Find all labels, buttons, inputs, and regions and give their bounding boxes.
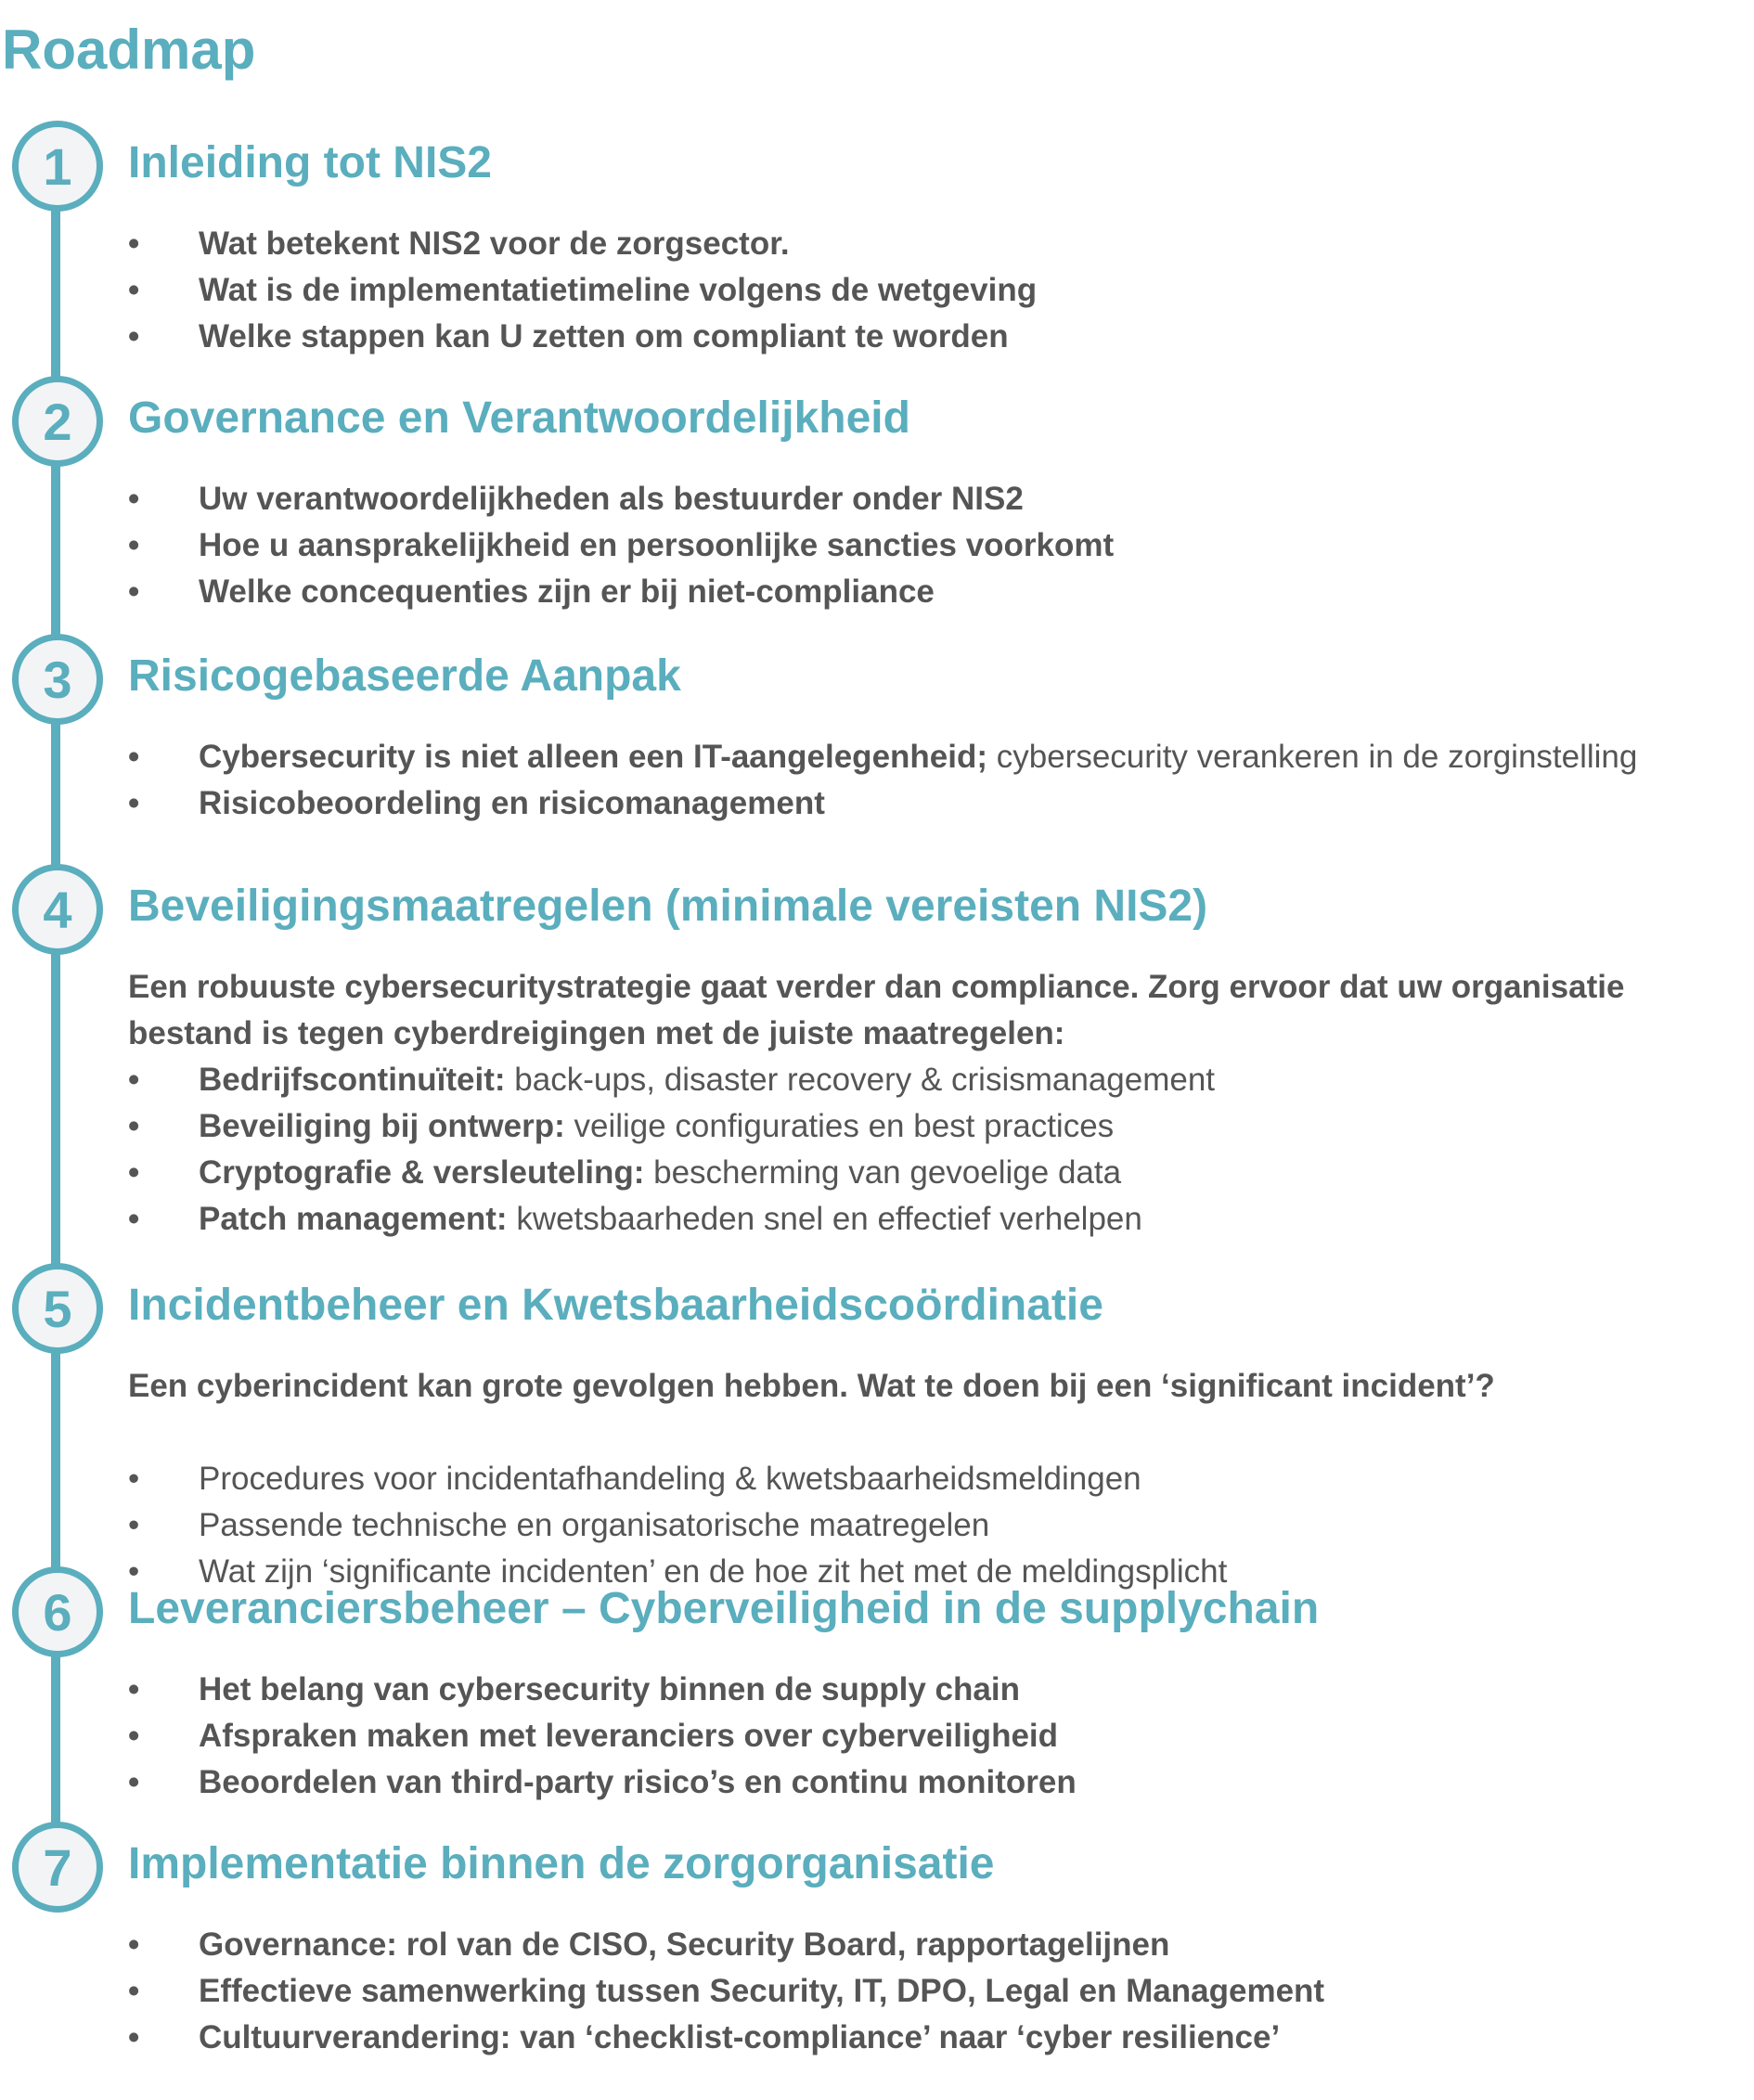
list-item	[128, 1968, 1752, 2015]
item-text: kwetsbaarheden snel en effectief verhelpen	[507, 1201, 1142, 1237]
item-bold-text: Governance: rol van de CISO, Security Board, rapportagelijnen	[199, 1926, 1170, 1963]
section-intro: Een robuuste cybersecuritystrategie gaat verder dan compliance. Zorg ervoor dat uw organisatie bestand is tegen cyberdreigingen met de juiste maatregelen:	[128, 969, 1625, 1051]
bullet-list	[128, 1922, 1752, 2061]
page-title: Roadmap	[2, 19, 256, 81]
bullet-list	[128, 221, 1752, 360]
list-item	[128, 1502, 1752, 1549]
item-text: bescherming van gevoelige data	[644, 1154, 1122, 1191]
item-text: Wat zijn ‘significante incidenten’ en de hoe zit het met de meldingsplicht	[199, 1553, 1228, 1590]
bullet-icon: •	[128, 1973, 140, 2009]
list-item	[128, 1713, 1752, 1759]
bullet-icon: •	[128, 1671, 140, 1707]
bullet-icon: •	[128, 1461, 140, 1497]
bullet-icon: •	[128, 1926, 140, 1963]
item-bold-text: Effectieve samenwerking tussen Security, IT, DPO, Legal en Management	[199, 1973, 1325, 2009]
section-heading: Implementatie binnen de zorgorganisatie	[128, 1839, 995, 1888]
list-item	[128, 2015, 1752, 2061]
list-item	[128, 1922, 1752, 1968]
list-item	[128, 1150, 1752, 1196]
list-item	[128, 1196, 1752, 1243]
list-item	[128, 569, 1752, 615]
item-text: cybersecurity verankeren in de zorginstelling	[987, 739, 1638, 775]
list-item	[128, 476, 1752, 522]
list-item	[128, 1103, 1752, 1150]
item-bold-text: Risicobeoordeling en risicomanagement	[199, 785, 825, 821]
bullet-icon: •	[128, 481, 140, 517]
bullet-list	[128, 1057, 1752, 1243]
list-item	[128, 1456, 1752, 1502]
bullet-icon: •	[128, 1764, 140, 1800]
item-text: veilige configuraties en best practices	[564, 1108, 1115, 1144]
bullet-icon: •	[128, 1507, 140, 1543]
bullet-icon: •	[128, 1154, 140, 1191]
item-bold-text: Wat is de implementatietimeline volgens de wetgeving	[199, 272, 1038, 308]
item-bold-text: Beveiliging bij ontwerp:	[199, 1108, 565, 1144]
bullet-list	[128, 1667, 1752, 1806]
item-bold-text: Het belang van cybersecurity binnen de supply chain	[199, 1671, 1020, 1707]
item-bold-text: Welke stappen kan U zetten om compliant te worden	[199, 318, 1009, 354]
step-number-badge: 6	[12, 1566, 103, 1657]
item-text: Procedures voor incidentafhandeling & kwetsbaarheidsmeldingen	[199, 1461, 1141, 1497]
section-intro: Een cyberincident kan grote gevolgen hebben. Wat te doen bij een ‘significant incident’?	[128, 1368, 1495, 1404]
bullet-icon: •	[128, 573, 140, 610]
step-number-badge: 1	[12, 121, 103, 212]
section-heading: Risicogebaseerde Aanpak	[128, 651, 681, 701]
bullet-icon: •	[128, 2019, 140, 2055]
item-bold-text: Cultuurverandering: van ‘checklist-compliance’ naar ‘cyber resilience’	[199, 2019, 1281, 2055]
item-bold-text: Hoe u aansprakelijkheid en persoonlijke sancties voorkomt	[199, 527, 1115, 563]
bullet-icon: •	[128, 1718, 140, 1754]
item-bold-text: Wat betekent NIS2 voor de zorgsector.	[199, 225, 790, 262]
step-number-badge: 2	[12, 376, 103, 467]
item-bold-text: Beoordelen van third-party risico’s en continu monitoren	[199, 1764, 1077, 1800]
section-heading: Inleiding tot NIS2	[128, 138, 492, 187]
list-item	[128, 1759, 1752, 1806]
list-item	[128, 1057, 1752, 1103]
section-heading: Incidentbeheer en Kwetsbaarheidscoördinatie	[128, 1281, 1103, 1330]
item-bold-text: Uw verantwoordelijkheden als bestuurder onder NIS2	[199, 481, 1024, 517]
item-bold-text: Afspraken maken met leveranciers over cyberveiligheid	[199, 1718, 1059, 1754]
list-item	[128, 780, 1752, 827]
bullet-icon: •	[128, 785, 140, 821]
item-text: back-ups, disaster recovery & crisismanagement	[505, 1062, 1216, 1098]
bullet-list	[128, 1456, 1752, 1595]
list-item	[128, 1667, 1752, 1713]
bullet-icon: •	[128, 318, 140, 354]
bullet-icon: •	[128, 1553, 140, 1590]
bullet-icon: •	[128, 739, 140, 775]
step-number-badge: 4	[12, 864, 103, 955]
list-item	[128, 522, 1752, 569]
bullet-icon: •	[128, 1062, 140, 1098]
bullet-icon: •	[128, 272, 140, 308]
list-item	[128, 221, 1752, 267]
section-heading: Governance en Verantwoordelijkheid	[128, 393, 910, 443]
item-bold-text: Patch management:	[199, 1201, 508, 1237]
item-bold-text: Welke concequenties zijn er bij niet-compliance	[199, 573, 935, 610]
step-number-badge: 5	[12, 1263, 103, 1354]
step-number-badge: 3	[12, 634, 103, 725]
item-text: Passende technische en organisatorische maatregelen	[199, 1507, 990, 1543]
section-heading: Beveiligingsmaatregelen (minimale vereisten NIS2)	[128, 882, 1208, 931]
bullet-list	[128, 476, 1752, 615]
bullet-list	[128, 734, 1752, 827]
list-item	[128, 734, 1752, 780]
item-bold-text: Cybersecurity is niet alleen een IT-aangelegenheid;	[199, 739, 988, 775]
item-bold-text: Cryptografie & versleuteling:	[199, 1154, 645, 1191]
list-item	[128, 267, 1752, 314]
section-heading: Leveranciersbeheer – Cyberveiligheid in de supplychain	[128, 1584, 1320, 1633]
step-number-badge: 7	[12, 1822, 103, 1913]
bullet-icon: •	[128, 1201, 140, 1237]
bullet-icon: •	[128, 1108, 140, 1144]
bullet-icon: •	[128, 527, 140, 563]
bullet-icon: •	[128, 225, 140, 262]
item-bold-text: Bedrijfscontinuïteit:	[199, 1062, 506, 1098]
list-item	[128, 314, 1752, 360]
